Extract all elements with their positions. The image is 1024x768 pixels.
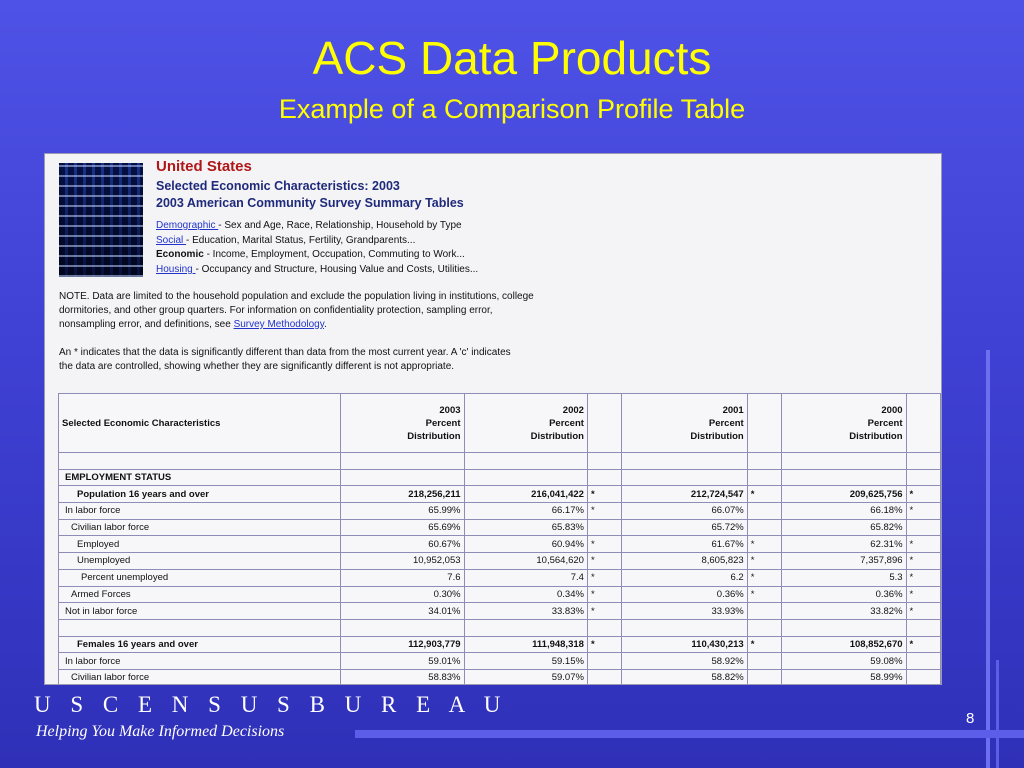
table-row [59,453,941,470]
decorative-vertical-line [986,350,990,768]
cell-value: 218,256,211 [341,486,464,503]
cell-value [464,453,587,470]
cell-value: 7.4 [464,569,587,586]
cell-value: 65.82% [782,519,906,536]
significance-mark: * [906,503,940,520]
cell-value [341,619,464,636]
cell-value: 59.15% [464,653,587,670]
table-row [59,653,941,670]
note-line-1: NOTE. Data are limited to the household population and exclude the population living in institutions, college [59,291,534,302]
page-number: 8 [966,710,975,727]
slide-title: ACS Data Products [312,32,712,84]
survey-methodology-link[interactable]: Survey Methodology [233,319,324,330]
significance-mark [906,619,940,636]
significance-mark [747,619,781,636]
cell-value: 59.08% [782,653,906,670]
table-row [59,603,941,620]
significance-mark: * [747,536,781,553]
topic-social [156,235,415,246]
comparison-profile-table [58,393,941,685]
cell-value: 62.31% [782,536,906,553]
significance-mark [747,453,781,470]
significance-mark [747,519,781,536]
significance-mark: * [747,636,781,653]
col-header-2002: 2002 Percent Distribution [464,394,587,453]
topic-demographic [156,220,462,231]
significance-mark [587,453,621,470]
significance-mark: * [587,636,621,653]
cell-value: 60.67% [341,536,464,553]
cell-value: 58.83% [341,669,464,685]
building-grid-overlay [59,163,143,277]
demographic-link[interactable]: Demographic [156,220,219,231]
significance-mark: * [906,603,940,620]
cell-value: 33.82% [782,603,906,620]
significance-mark [747,653,781,670]
sig-col-header [747,394,781,453]
cell-value: 66.18% [782,503,906,520]
significance-mark: * [747,486,781,503]
row-label: Unemployed [59,553,341,570]
table-row [59,536,941,553]
table-row [59,569,941,586]
significance-mark: * [587,603,621,620]
cell-value [341,469,464,486]
significance-mark: * [906,569,940,586]
cell-value [622,469,747,486]
geography-title: United States [156,158,252,175]
topic-desc: - Income, Employment, Occupation, Commuting to Work... [203,249,465,260]
sig-col-header [906,394,940,453]
cell-value [622,619,747,636]
cell-value: 7.6 [341,569,464,586]
row-label: In labor force [59,653,341,670]
cell-value: 65.72% [622,519,747,536]
significance-mark [906,669,940,685]
col-header-2003: 2003 Percent Distribution [341,394,464,453]
economic-label: Economic [156,249,204,260]
row-label: Not in labor force [59,603,341,620]
table-row [59,519,941,536]
cell-value: 65.99% [341,503,464,520]
cell-value: 66.17% [464,503,587,520]
topic-desc: - Sex and Age, Race, Relationship, Household by Type [218,220,462,231]
cell-value: 58.99% [782,669,906,685]
decorative-horizontal-line [355,730,1024,738]
significance-mark: * [906,536,940,553]
cell-value [341,453,464,470]
significance-mark: * [587,536,621,553]
cell-value: 58.92% [622,653,747,670]
row-label: Population 16 years and over [59,486,341,503]
note-line-2: dormitories, and other group quarters. For information on confidentiality protection, sampling error, [59,305,493,316]
cell-value: 66.07% [622,503,747,520]
cell-value: 61.67% [622,536,747,553]
cell-value: 6.2 [622,569,747,586]
table-row [59,586,941,603]
significance-mark: * [906,553,940,570]
cell-value: 110,430,213 [622,636,747,653]
cell-value [782,619,906,636]
significance-mark: * [906,486,940,503]
cell-value: 0.36% [622,586,747,603]
significance-mark: * [587,586,621,603]
table-row [59,486,941,503]
row-label: EMPLOYMENT STATUS [59,469,341,486]
row-label [59,453,341,470]
cell-value [782,469,906,486]
cell-value: 0.36% [782,586,906,603]
cell-value: 33.93% [622,603,747,620]
significance-mark [587,619,621,636]
significance-mark: * [906,586,940,603]
housing-link[interactable]: Housing [156,264,196,275]
cell-value: 65.83% [464,519,587,536]
significance-mark [747,669,781,685]
row-label [59,619,341,636]
row-label: Armed Forces [59,586,341,603]
table-row [59,469,941,486]
cell-value: 10,564,620 [464,553,587,570]
note-line-4: An * indicates that the data is significantly different than data from the most current year. A 'c' indicates [59,347,511,358]
table-row [59,669,941,685]
significance-mark [587,653,621,670]
row-label: Civilian labor force [59,669,341,685]
cell-value: 10,952,053 [341,553,464,570]
row-label: Employed [59,536,341,553]
cell-value: 60.94% [464,536,587,553]
significance-mark: * [906,636,940,653]
census-bureau-logo-text: U S C E N S U S B U R E A U [34,692,508,717]
cell-value: 216,041,422 [464,486,587,503]
significance-mark [906,653,940,670]
cell-value: 34.01% [341,603,464,620]
cell-value: 59.07% [464,669,587,685]
row-label: Percent unemployed [59,569,341,586]
significance-mark [587,469,621,486]
cell-value: 59.01% [341,653,464,670]
significance-mark: * [747,553,781,570]
row-label: In labor force [59,503,341,520]
significance-mark: * [587,553,621,570]
topic-economic [156,249,465,260]
cell-value: 0.34% [464,586,587,603]
social-link[interactable]: Social [156,235,187,246]
table-row [59,636,941,653]
cell-value [782,453,906,470]
note-line-3 [59,318,327,332]
col-header-2001: 2001 Percent Distribution [622,394,747,453]
significance-mark [587,519,621,536]
cell-value: 8,605,823 [622,553,747,570]
significance-mark [906,519,940,536]
header-label: Selected Economic Characteristics [59,394,341,453]
significance-mark: * [587,569,621,586]
cell-value: 33.83% [464,603,587,620]
significance-mark [587,669,621,685]
cell-value: 111,948,318 [464,636,587,653]
row-label: Civilian labor force [59,519,341,536]
cell-value: 5.3 [782,569,906,586]
cell-value: 209,625,756 [782,486,906,503]
significance-mark [906,469,940,486]
row-label: Females 16 years and over [59,636,341,653]
topic-desc: - Occupancy and Structure, Housing Value and Costs, Utilities... [195,264,479,275]
significance-mark: * [587,486,621,503]
note-period: . [323,319,327,330]
profile-screenshot [44,153,942,685]
cell-value: 212,724,547 [622,486,747,503]
tagline: Helping You Make Informed Decisions [36,723,285,740]
slide-subtitle: Example of a Comparison Profile Table [278,94,746,124]
cell-value: 7,357,896 [782,553,906,570]
cell-value: 112,903,779 [341,636,464,653]
cell-value [464,619,587,636]
col-header-2000: 2000 Percent Distribution [782,394,906,453]
table-header-row [59,394,941,453]
cell-value: 0.30% [341,586,464,603]
sig-col-header [587,394,621,453]
significance-mark: * [747,586,781,603]
significance-mark [906,453,940,470]
cell-value [464,469,587,486]
significance-mark: * [747,569,781,586]
significance-mark [747,469,781,486]
cell-value [622,453,747,470]
significance-mark [747,503,781,520]
cell-value: 65.69% [341,519,464,536]
note-line-5: the data are controlled, showing whether they are significantly different is not appropriate. [59,361,455,372]
topic-desc: - Education, Marital Status, Fertility, Grandparents... [186,235,416,246]
survey-title: 2003 American Community Survey Summary Tables [156,196,464,210]
topic-housing [156,264,478,275]
table-row [59,619,941,636]
significance-mark [747,603,781,620]
decorative-vertical-line [996,660,999,768]
table-title: Selected Economic Characteristics: 2003 [156,179,400,193]
cell-value: 108,852,670 [782,636,906,653]
significance-mark: * [587,503,621,520]
cell-value: 58.82% [622,669,747,685]
table-row [59,503,941,520]
note-text: nonsampling error, and definitions, see [59,319,234,330]
table-row [59,553,941,570]
